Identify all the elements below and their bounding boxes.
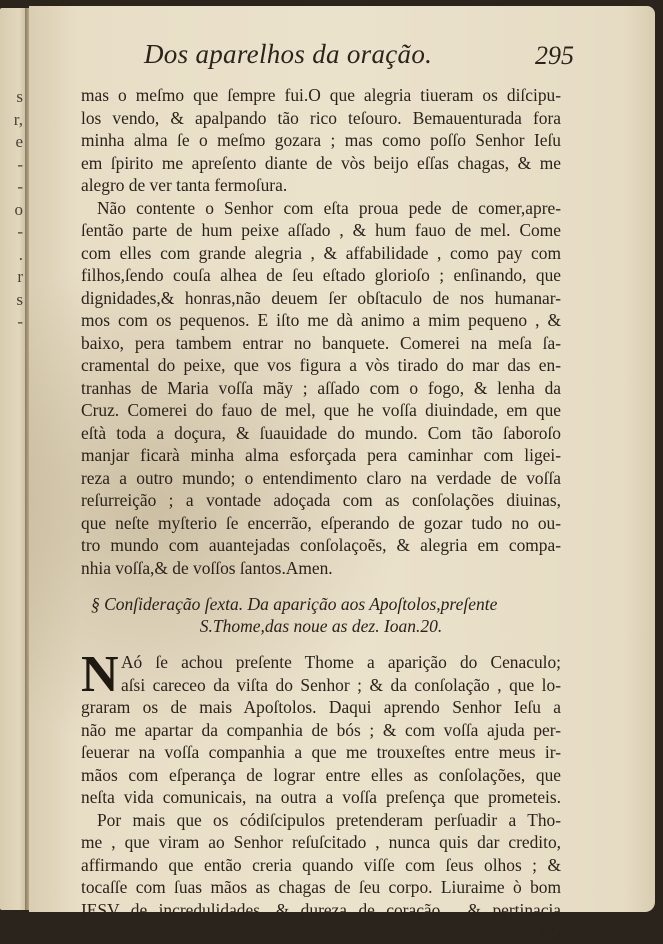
text-line: tocaſſe com ſuas mãos as chagas de ſeu corpo. Liuraime ò bom xyxy=(81,877,561,897)
previous-page-fragment: r, xyxy=(13,109,23,129)
text-line: Aó ſe achou preſente Thome a aparição do Cenaculo; xyxy=(121,652,561,672)
text-line: neſta vida comunicais, na outra a voſſa preſença que prometeis. xyxy=(81,787,561,807)
page-header xyxy=(144,39,574,79)
text-line: Cruz. Comerei do fauo de mel, que he voſſa diuindade, em que xyxy=(81,400,561,420)
text-line: reza a outro mundo; o entendimento claro na verdade de voſſa xyxy=(81,467,561,488)
page-body xyxy=(81,84,561,944)
text-line: affirmando que então creria quando viſſe com ſeus olhos ; & xyxy=(81,854,561,875)
text-line: Não contente o Senhor com eſta proua pede de comer,apre- xyxy=(97,197,561,218)
text-line: alegro de ver tanta fermoſura. xyxy=(81,175,288,195)
section-heading xyxy=(81,593,561,637)
text-line: mos com os pequenos. E iſto me dà animo a mim pequeno , & xyxy=(81,310,561,330)
section-heading-line-2: S.Thome,das noue as dez. Ioan.20. xyxy=(199,616,443,636)
drop-cap: N xyxy=(81,646,119,703)
running-title: Dos aparelhos da oração. xyxy=(144,39,433,69)
previous-page-fragment: s xyxy=(16,289,23,309)
text-line: minha alma ſe o meſmo gozara ; mas como poſſo Senhor Ieſu xyxy=(81,130,561,150)
text-line: nhia voſſa,& de voſſos ſantos.Amen. xyxy=(81,557,333,578)
text-line: ſeuerar na voſſa companhia a que me trouxeſtes entre meus ir- xyxy=(81,742,561,762)
text-line: los vendo, & apalpando tão rico teſouro. Bemauenturada fora xyxy=(81,107,561,128)
text-line: mas o meſmo que ſempre fui.O que alegria tiueram os diſcipu- xyxy=(81,85,561,105)
text-line: que neſte myſterio ſe encerrão, eſperando de gozar tudo no ou- xyxy=(81,512,561,533)
text-line: tranhas de Maria voſſa mãy ; aſſado com o fogo, & lenha da xyxy=(81,377,561,398)
text-line: Por mais que os códiſcipulos pretenderam perſuadir a Tho- xyxy=(97,809,561,830)
paragraph-2 xyxy=(81,197,561,580)
text-line: me , que viram ao Senhor reſuſcitado , nunca quis dar credito, xyxy=(81,832,561,852)
text-line: não me apartar da companhia de bós ; & com voſſa ajuda per- xyxy=(81,719,561,740)
text-line: cramental do peixe, que vos figura a vòs tirado do mar das en- xyxy=(81,355,561,375)
previous-page-fragment: - xyxy=(17,177,23,196)
text-line: tro mundo com auantejadas conſolaçoẽs, & alegria em compa- xyxy=(81,535,561,555)
book-page xyxy=(29,6,655,942)
section-heading-line-1: § Conſideração ſexta. Da aparição aos Apoſtolos,preſente xyxy=(91,594,498,614)
paragraph-4 xyxy=(81,809,561,922)
page-number: 295 xyxy=(535,41,574,70)
previous-page-edge xyxy=(0,8,27,910)
previous-page-fragment: r xyxy=(17,267,23,286)
text-line: dignidades,& honras,não deuem ſer obſtaculo de nos humanar- xyxy=(81,287,561,308)
text-line: filhos,ſendo couſa alhea de ſeu eſtado glorioſo ; enſinando, que xyxy=(81,265,561,285)
text-line: reſurreição ; a vontade adoçada com as conſolações diuinas, xyxy=(81,490,561,510)
previous-page-fragment: . xyxy=(18,244,23,264)
text-line: com elles com grande alegria , & affabilidade , como pay com xyxy=(81,242,561,263)
text-line: mãos com eſperança de lograr entre elles as conſolações, que xyxy=(81,764,561,785)
previous-page-fragment: - xyxy=(17,312,23,331)
catchword: em xyxy=(539,922,561,942)
paragraph-3 xyxy=(81,646,561,809)
previous-page-fragment: o xyxy=(14,199,23,219)
text-line: ſentão parte de hum peixe aſſado , & hum fauo de mel. Come xyxy=(81,220,561,240)
text-line: manjar ficarà minha alma esforçada pera caminhar com ligei- xyxy=(81,445,561,465)
paragraph-1 xyxy=(81,84,561,197)
previous-page-fragment: - xyxy=(17,222,23,241)
text-line: graram os de mais Apoſtolos. Daqui aprendo Senhor Ieſu a xyxy=(81,697,561,717)
text-line: IESV de incredulidades, & dureza de coração , & pertinacia xyxy=(81,899,561,920)
text-line: em ſpirito me apreſento diante de vòs beijo eſſas chagas, & me xyxy=(81,152,561,173)
previous-page-fragment: s xyxy=(16,87,23,106)
previous-page-fragment: - xyxy=(17,154,23,174)
text-line: aſsi careceo da viſta do Senhor ; & da conſolação , que lo- xyxy=(121,674,561,695)
text-line: baixo, pera tambem entrar no banquete. Comerei na meſa ſa- xyxy=(81,332,561,353)
previous-page-fragment: e xyxy=(15,132,23,151)
text-line: eſtà toda a doçura, & ſuauidade do mundo. Com tão ſaboroſo xyxy=(81,422,561,443)
